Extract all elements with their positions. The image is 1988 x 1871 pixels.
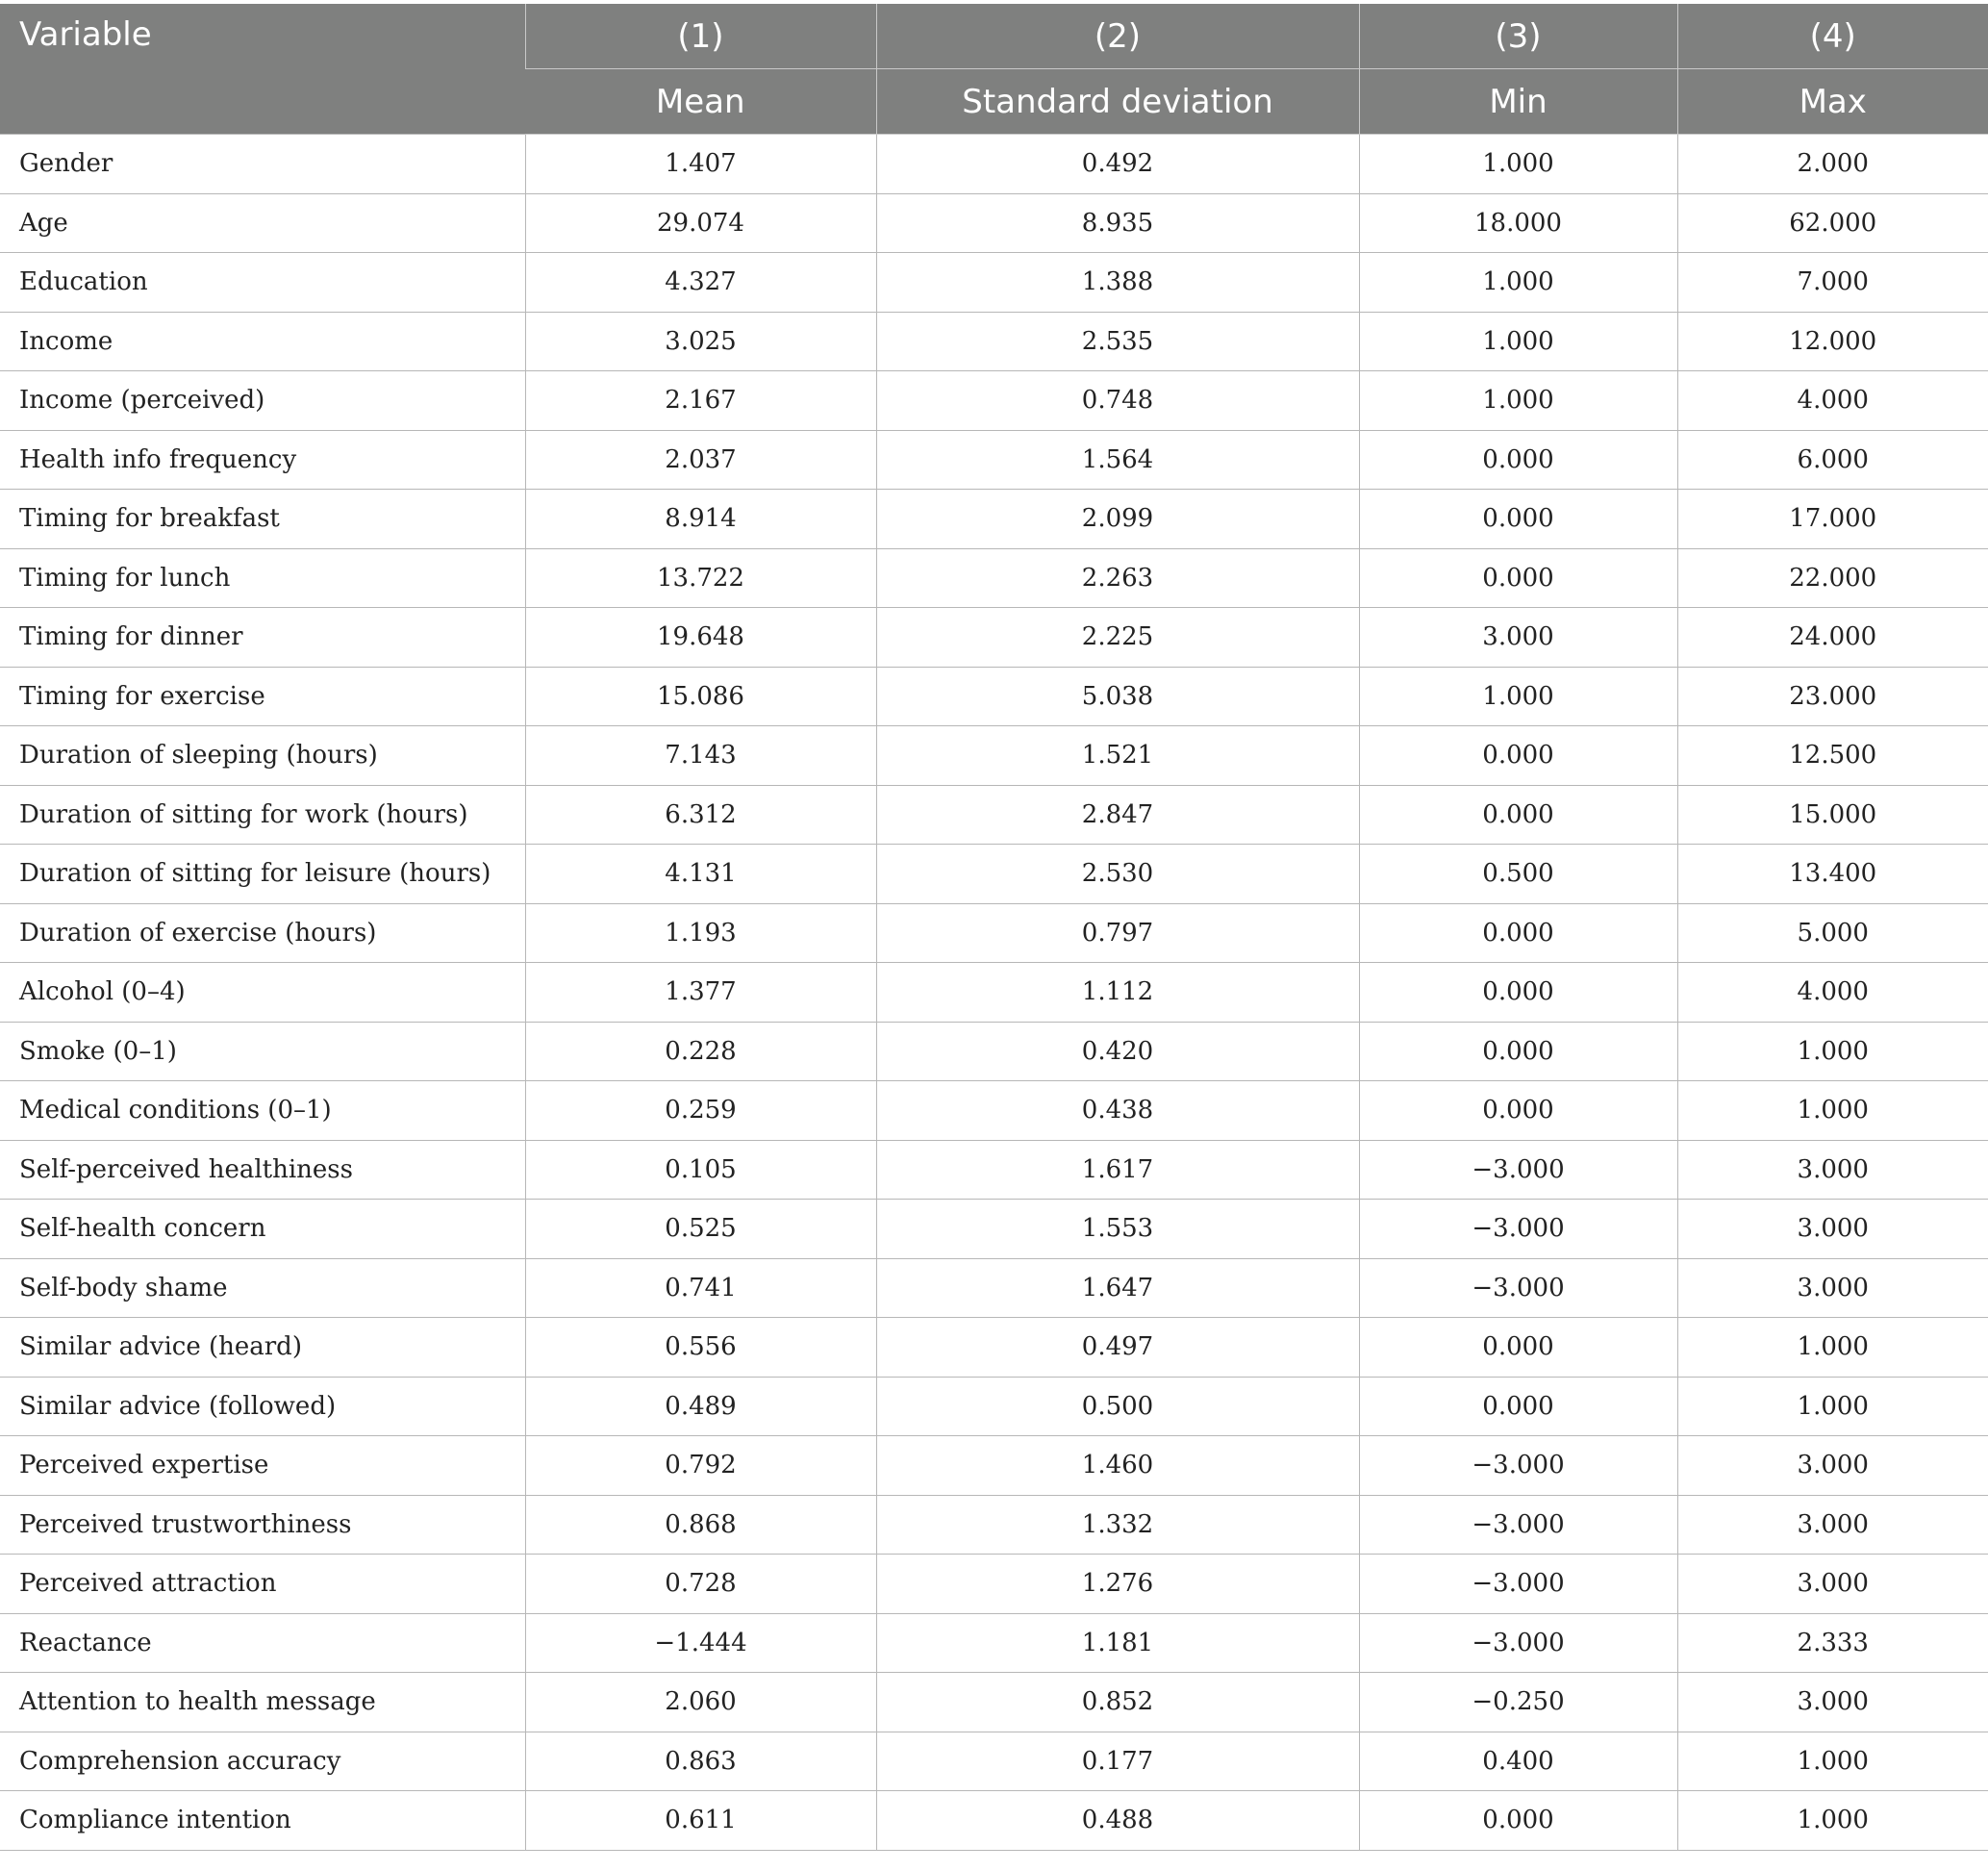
cell-mean: 15.086 xyxy=(525,667,876,726)
table-row xyxy=(0,1200,1988,1259)
header-mean: Mean xyxy=(525,69,876,135)
cell-standard-deviation: 1.332 xyxy=(876,1495,1359,1555)
cell-mean: −1.444 xyxy=(525,1613,876,1673)
cell-min: 3.000 xyxy=(1359,608,1677,668)
cell-max: 23.000 xyxy=(1677,667,1988,726)
cell-min: 0.000 xyxy=(1359,1081,1677,1141)
cell-min: 0.000 xyxy=(1359,1318,1677,1378)
table-row xyxy=(0,1436,1988,1496)
cell-mean: 1.377 xyxy=(525,963,876,1023)
cell-variable: Comprehension accuracy xyxy=(0,1732,525,1791)
cell-variable: Self-body shame xyxy=(0,1258,525,1318)
cell-max: 1.000 xyxy=(1677,1732,1988,1791)
cell-max: 1.000 xyxy=(1677,1081,1988,1141)
header-col-1-number: (1) xyxy=(525,4,876,69)
cell-mean: 0.863 xyxy=(525,1732,876,1791)
cell-max: 1.000 xyxy=(1677,1318,1988,1378)
cell-max: 5.000 xyxy=(1677,903,1988,963)
cell-standard-deviation: 5.038 xyxy=(876,667,1359,726)
cell-variable: Self-health concern xyxy=(0,1200,525,1259)
cell-mean: 2.037 xyxy=(525,430,876,490)
cell-min: 0.000 xyxy=(1359,963,1677,1023)
cell-mean: 29.074 xyxy=(525,193,876,253)
cell-standard-deviation: 1.553 xyxy=(876,1200,1359,1259)
cell-max: 12.500 xyxy=(1677,726,1988,786)
cell-max: 62.000 xyxy=(1677,193,1988,253)
cell-min: 0.000 xyxy=(1359,903,1677,963)
cell-variable: Alcohol (0–4) xyxy=(0,963,525,1023)
cell-min: 18.000 xyxy=(1359,193,1677,253)
cell-mean: 0.556 xyxy=(525,1318,876,1378)
cell-variable: Duration of sitting for work (hours) xyxy=(0,785,525,845)
table-row xyxy=(0,193,1988,253)
cell-standard-deviation: 1.388 xyxy=(876,253,1359,313)
cell-max: 1.000 xyxy=(1677,1377,1988,1436)
table-row xyxy=(0,667,1988,726)
table-row xyxy=(0,1140,1988,1200)
cell-max: 15.000 xyxy=(1677,785,1988,845)
cell-standard-deviation: 1.460 xyxy=(876,1436,1359,1496)
cell-mean: 0.525 xyxy=(525,1200,876,1259)
cell-variable: Attention to health message xyxy=(0,1673,525,1732)
cell-min: 0.000 xyxy=(1359,430,1677,490)
cell-max: 2.000 xyxy=(1677,135,1988,194)
cell-variable: Medical conditions (0–1) xyxy=(0,1081,525,1141)
table-row xyxy=(0,1673,1988,1732)
cell-variable: Similar advice (followed) xyxy=(0,1377,525,1436)
cell-variable: Health info frequency xyxy=(0,430,525,490)
cell-variable: Perceived trustworthiness xyxy=(0,1495,525,1555)
cell-standard-deviation: 1.276 xyxy=(876,1555,1359,1614)
cell-variable: Timing for lunch xyxy=(0,548,525,608)
cell-max: 7.000 xyxy=(1677,253,1988,313)
cell-min: 0.000 xyxy=(1359,785,1677,845)
table-row xyxy=(0,490,1988,549)
cell-mean: 0.728 xyxy=(525,1555,876,1614)
cell-variable: Timing for breakfast xyxy=(0,490,525,549)
table-header xyxy=(0,4,1988,135)
cell-standard-deviation: 0.177 xyxy=(876,1732,1359,1791)
cell-variable: Duration of sitting for leisure (hours) xyxy=(0,845,525,904)
cell-max: 22.000 xyxy=(1677,548,1988,608)
cell-mean: 0.489 xyxy=(525,1377,876,1436)
cell-max: 1.000 xyxy=(1677,1022,1988,1081)
cell-standard-deviation: 2.099 xyxy=(876,490,1359,549)
cell-standard-deviation: 0.488 xyxy=(876,1791,1359,1851)
cell-variable: Gender xyxy=(0,135,525,194)
cell-standard-deviation: 1.112 xyxy=(876,963,1359,1023)
header-col-2-number: (2) xyxy=(876,4,1359,69)
cell-mean: 1.407 xyxy=(525,135,876,194)
cell-standard-deviation: 0.797 xyxy=(876,903,1359,963)
cell-max: 3.000 xyxy=(1677,1436,1988,1496)
table-row xyxy=(0,1732,1988,1791)
cell-max: 3.000 xyxy=(1677,1200,1988,1259)
table-row xyxy=(0,1022,1988,1081)
cell-standard-deviation: 0.748 xyxy=(876,371,1359,431)
table-row xyxy=(0,1613,1988,1673)
cell-variable: Smoke (0–1) xyxy=(0,1022,525,1081)
cell-mean: 0.792 xyxy=(525,1436,876,1496)
header-row-numbers xyxy=(0,4,1988,69)
cell-min: −3.000 xyxy=(1359,1258,1677,1318)
cell-mean: 2.060 xyxy=(525,1673,876,1732)
cell-min: −3.000 xyxy=(1359,1613,1677,1673)
cell-max: 3.000 xyxy=(1677,1140,1988,1200)
cell-min: −3.000 xyxy=(1359,1436,1677,1496)
cell-mean: 4.131 xyxy=(525,845,876,904)
table-row xyxy=(0,253,1988,313)
cell-standard-deviation: 0.500 xyxy=(876,1377,1359,1436)
cell-min: 0.000 xyxy=(1359,1791,1677,1851)
cell-variable: Age xyxy=(0,193,525,253)
cell-standard-deviation: 2.263 xyxy=(876,548,1359,608)
table-row xyxy=(0,1555,1988,1614)
cell-variable: Self-perceived healthiness xyxy=(0,1140,525,1200)
table-row xyxy=(0,726,1988,786)
cell-standard-deviation: 1.521 xyxy=(876,726,1359,786)
table-row xyxy=(0,1318,1988,1378)
cell-mean: 0.228 xyxy=(525,1022,876,1081)
header-min: Min xyxy=(1359,69,1677,135)
cell-standard-deviation: 1.181 xyxy=(876,1613,1359,1673)
cell-mean: 0.868 xyxy=(525,1495,876,1555)
cell-min: 1.000 xyxy=(1359,312,1677,371)
cell-variable: Similar advice (heard) xyxy=(0,1318,525,1378)
cell-mean: 3.025 xyxy=(525,312,876,371)
cell-max: 1.000 xyxy=(1677,1791,1988,1851)
table-row xyxy=(0,1377,1988,1436)
cell-variable: Duration of sleeping (hours) xyxy=(0,726,525,786)
cell-min: 0.000 xyxy=(1359,1022,1677,1081)
cell-mean: 13.722 xyxy=(525,548,876,608)
table-row xyxy=(0,371,1988,431)
table-row xyxy=(0,548,1988,608)
cell-max: 4.000 xyxy=(1677,963,1988,1023)
cell-variable: Income xyxy=(0,312,525,371)
cell-variable: Timing for dinner xyxy=(0,608,525,668)
cell-standard-deviation: 1.647 xyxy=(876,1258,1359,1318)
cell-standard-deviation: 2.530 xyxy=(876,845,1359,904)
cell-max: 3.000 xyxy=(1677,1555,1988,1614)
table-row xyxy=(0,135,1988,194)
cell-min: 0.000 xyxy=(1359,490,1677,549)
table-row xyxy=(0,1081,1988,1141)
cell-max: 2.333 xyxy=(1677,1613,1988,1673)
cell-max: 17.000 xyxy=(1677,490,1988,549)
cell-variable: Income (perceived) xyxy=(0,371,525,431)
cell-standard-deviation: 1.564 xyxy=(876,430,1359,490)
descriptive-statistics-table xyxy=(0,4,1988,1851)
cell-min: −3.000 xyxy=(1359,1200,1677,1259)
cell-standard-deviation: 2.847 xyxy=(876,785,1359,845)
cell-mean: 2.167 xyxy=(525,371,876,431)
cell-min: 0.000 xyxy=(1359,1377,1677,1436)
cell-mean: 0.259 xyxy=(525,1081,876,1141)
cell-standard-deviation: 0.420 xyxy=(876,1022,1359,1081)
cell-variable: Education xyxy=(0,253,525,313)
cell-standard-deviation: 0.438 xyxy=(876,1081,1359,1141)
cell-standard-deviation: 2.225 xyxy=(876,608,1359,668)
table-row xyxy=(0,903,1988,963)
cell-variable: Duration of exercise (hours) xyxy=(0,903,525,963)
cell-standard-deviation: 8.935 xyxy=(876,193,1359,253)
cell-min: 1.000 xyxy=(1359,667,1677,726)
header-col-4-number: (4) xyxy=(1677,4,1988,69)
cell-mean: 4.327 xyxy=(525,253,876,313)
cell-variable: Perceived attraction xyxy=(0,1555,525,1614)
header-max: Max xyxy=(1677,69,1988,135)
table-body xyxy=(0,135,1988,1851)
table-row xyxy=(0,963,1988,1023)
cell-min: 0.400 xyxy=(1359,1732,1677,1791)
cell-mean: 0.611 xyxy=(525,1791,876,1851)
cell-mean: 19.648 xyxy=(525,608,876,668)
cell-min: −3.000 xyxy=(1359,1555,1677,1614)
cell-mean: 1.193 xyxy=(525,903,876,963)
cell-max: 3.000 xyxy=(1677,1495,1988,1555)
cell-max: 13.400 xyxy=(1677,845,1988,904)
cell-standard-deviation: 0.492 xyxy=(876,135,1359,194)
cell-max: 24.000 xyxy=(1677,608,1988,668)
cell-variable: Timing for exercise xyxy=(0,667,525,726)
cell-min: 0.000 xyxy=(1359,548,1677,608)
cell-variable: Compliance intention xyxy=(0,1791,525,1851)
cell-min: 1.000 xyxy=(1359,371,1677,431)
cell-min: 1.000 xyxy=(1359,253,1677,313)
cell-standard-deviation: 2.535 xyxy=(876,312,1359,371)
cell-mean: 6.312 xyxy=(525,785,876,845)
table-row xyxy=(0,845,1988,904)
table-row xyxy=(0,785,1988,845)
cell-min: 1.000 xyxy=(1359,135,1677,194)
table-row xyxy=(0,1495,1988,1555)
table-row xyxy=(0,1258,1988,1318)
cell-min: 0.000 xyxy=(1359,726,1677,786)
cell-max: 12.000 xyxy=(1677,312,1988,371)
cell-standard-deviation: 1.617 xyxy=(876,1140,1359,1200)
cell-mean: 7.143 xyxy=(525,726,876,786)
cell-mean: 0.105 xyxy=(525,1140,876,1200)
header-col-3-number: (3) xyxy=(1359,4,1677,69)
table-row xyxy=(0,1791,1988,1851)
cell-max: 3.000 xyxy=(1677,1673,1988,1732)
cell-max: 6.000 xyxy=(1677,430,1988,490)
cell-min: −3.000 xyxy=(1359,1495,1677,1555)
cell-max: 3.000 xyxy=(1677,1258,1988,1318)
cell-min: −3.000 xyxy=(1359,1140,1677,1200)
cell-min: −0.250 xyxy=(1359,1673,1677,1732)
header-variable: Variable xyxy=(0,4,525,135)
cell-standard-deviation: 0.852 xyxy=(876,1673,1359,1732)
table-row xyxy=(0,312,1988,371)
cell-max: 4.000 xyxy=(1677,371,1988,431)
cell-variable: Perceived expertise xyxy=(0,1436,525,1496)
cell-mean: 8.914 xyxy=(525,490,876,549)
table-row xyxy=(0,430,1988,490)
header-standard-deviation: Standard deviation xyxy=(876,69,1359,135)
cell-mean: 0.741 xyxy=(525,1258,876,1318)
cell-min: 0.500 xyxy=(1359,845,1677,904)
cell-variable: Reactance xyxy=(0,1613,525,1673)
cell-standard-deviation: 0.497 xyxy=(876,1318,1359,1378)
table-row xyxy=(0,608,1988,668)
